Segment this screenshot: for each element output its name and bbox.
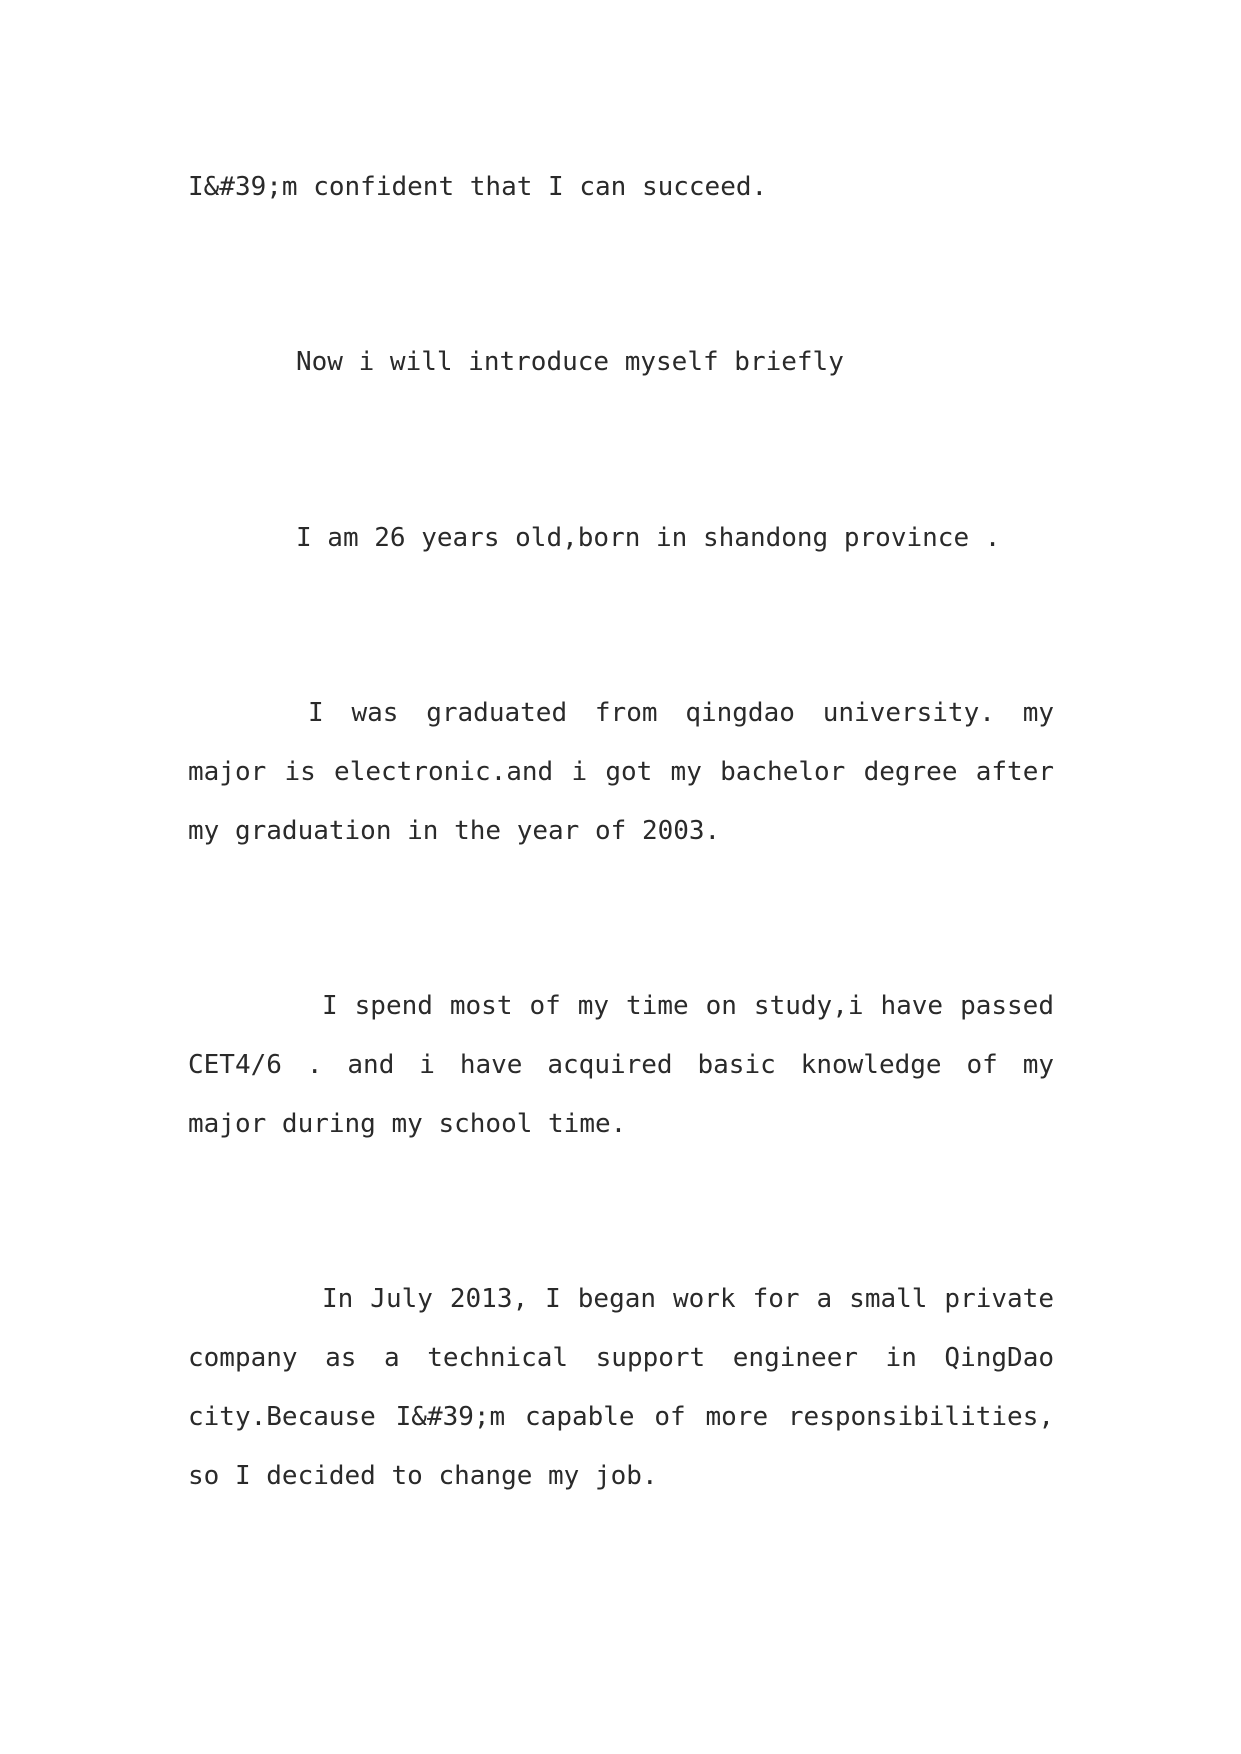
paragraph-age-birthplace: I am 26 years old,born in shandong province . bbox=[296, 523, 1001, 553]
paragraph-education: I was graduated from qingdao university. my major is electronic.and i got my bachelor degree after my graduation in the year of 2003. bbox=[188, 698, 1054, 846]
paragraph-confidence: I&#39;m confident that I can succeed. bbox=[188, 172, 768, 202]
paragraph-introduction: Now i will introduce myself briefly bbox=[296, 347, 844, 377]
paragraph-study: I spend most of my time on study,i have passed CET4/6 . and i have acquired basic knowledge of my major during my school time. bbox=[188, 991, 1054, 1139]
paragraph-work-experience: In July 2013, I began work for a small private company as a technical support engineer in QingDao city.Because I&#39;m capable of more responsibilities, so I decided to change my job. bbox=[188, 1284, 1054, 1491]
